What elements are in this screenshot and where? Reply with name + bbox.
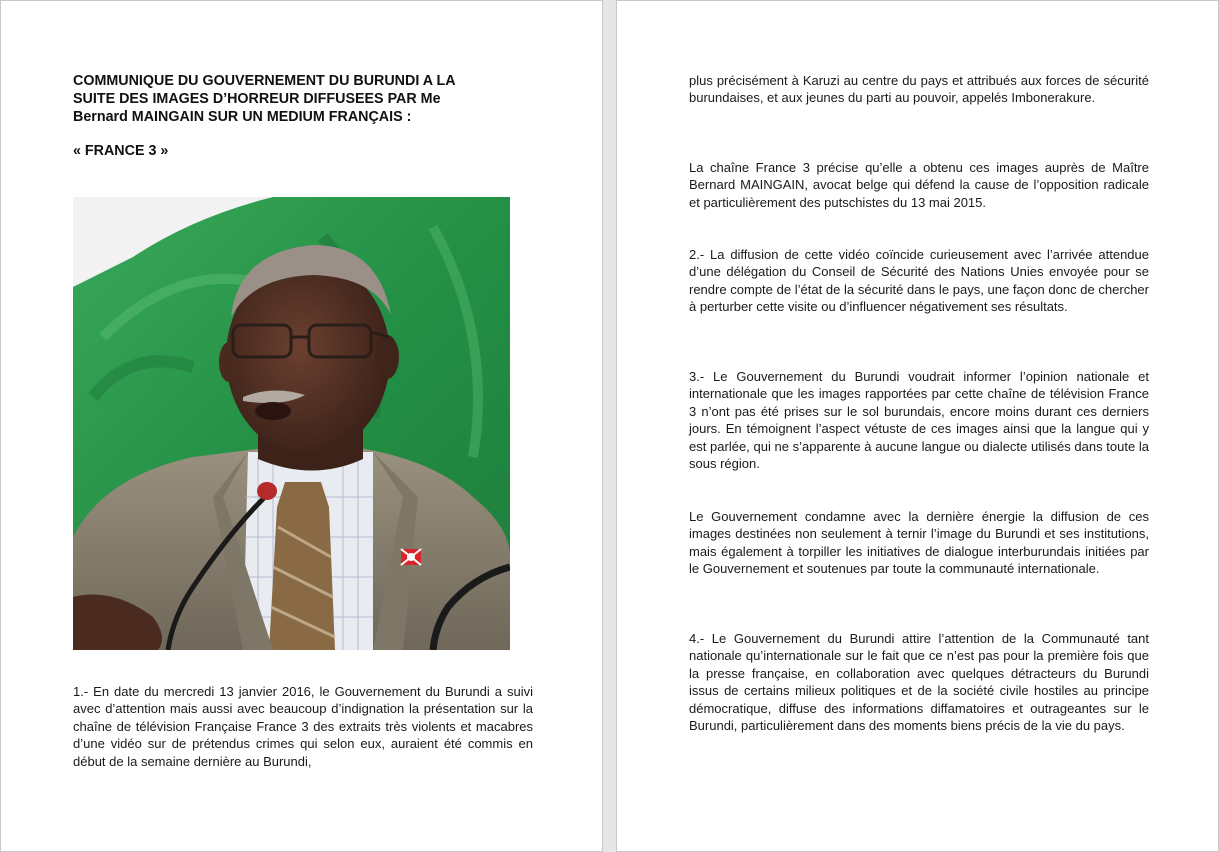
document-page-right bbox=[616, 0, 1219, 852]
portrait-illustration bbox=[73, 197, 510, 650]
title-line-3: Bernard MAINGAIN SUR UN MEDIUM FRANÇAIS : bbox=[73, 109, 412, 125]
paragraph-condemnation: Le Gouvernement condamne avec la dernière énergie la diffusion de ces images destinées non seulement à ternir l’image du Burundi et ses institutions, mais également à torpiller les initiatives de dialogue interburundais initiées par le Gouvernement et soutenues par toute la communauté internationale. bbox=[689, 509, 1149, 577]
paragraph-2: 2.- La diffusion de cette vidéo coïncide curieusement avec l’arrivée attendue d’une délégation du Conseil de Sécurité des Nations Unies envoyée pour se rendre compte de l’état de la sécurité dans le pays, une façon donc de chercher à perturber cette visite ou d’influencer négativement ses résultats. bbox=[689, 247, 1149, 315]
document-subtitle: « FRANCE 3 » bbox=[73, 143, 169, 159]
paragraph-france3: La chaîne France 3 précise qu’elle a obtenu ces images auprès de Maître Bernard MAINGAIN, avocat belge qui défend la cause de l’opposition radicale et particulièrement des putschistes du 13 mai 2015. bbox=[689, 160, 1149, 210]
document-title bbox=[73, 72, 533, 126]
title-line-2: SUITE DES IMAGES D’HORREUR DIFFUSEES PAR Me bbox=[73, 91, 441, 107]
paragraph-1-continued: plus précisément à Karuzi au centre du pays et attribués aux forces de sécurité burundaises, et aux jeunes du parti au pouvoir, appelés Imbonerakure. bbox=[689, 73, 1149, 106]
paragraph-1: 1.- En date du mercredi 13 janvier 2016, le Gouvernement du Burundi a suivi avec d’attention mais aussi avec beaucoup d’indignation la présentation sur la chaîne de télévision Française France 3 des extraits très violents et macabres d’une vidéo sur de prétendus crimes qui selon eux, auraient été commis en début de la semaine dernière au Burundi, bbox=[73, 684, 533, 769]
paragraph-3: 3.- Le Gouvernement du Burundi voudrait informer l’opinion nationale et internationale que les images rapportées par cette chaîne de télévision France 3 n’ont pas été prises sur le sol burundais, encore moins durant ces derniers jours. En témoignent l’aspect vétuste de ces images ainsi que la langue qui y est parlée, qui ne s’apparente à aucune langue ou dialecte utilisés dans toute la sous région. bbox=[689, 369, 1149, 472]
title-line-1: COMMUNIQUE DU GOUVERNEMENT DU BURUNDI A LA bbox=[73, 73, 456, 89]
document-page-left bbox=[0, 0, 603, 852]
paragraph-4: 4.- Le Gouvernement du Burundi attire l’attention de la Communauté tant nationale qu’internationale sur le fait que ce n’est pas pour la première fois que la presse française, en collaboration avec quelques détracteurs du Burundi issus de certains milieux politiques et de la société civile hostiles au principe démocratique, diffuse des informations diffamatoires et outrageantes sur le Burundi, particulièrement dans des moments biens précis de la vie du pays. bbox=[689, 631, 1149, 734]
portrait-photo bbox=[73, 197, 510, 650]
